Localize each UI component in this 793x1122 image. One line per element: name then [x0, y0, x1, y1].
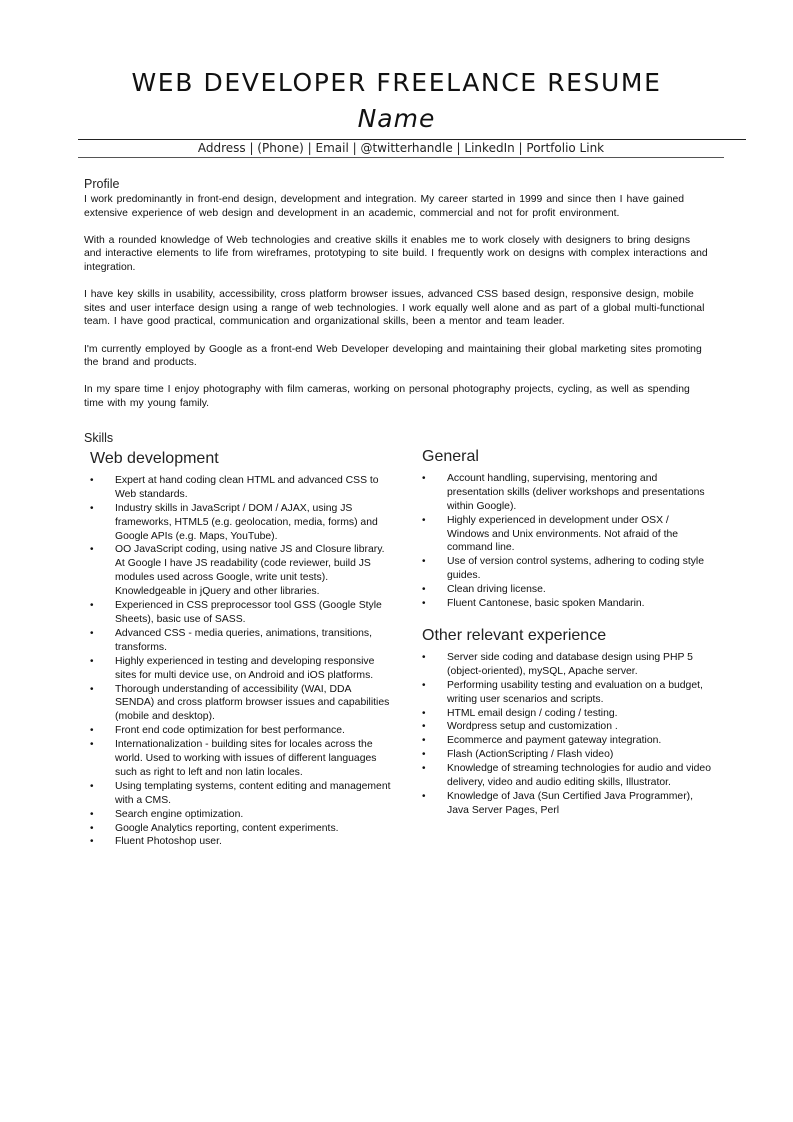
list-item — [422, 555, 712, 583]
profile-paragraph: I work predominantly in front-end design, development and integration. My career started in 1999 and since then I have gained extensive experience of web design and development in an academic, commercial and not for profit environment. — [84, 194, 685, 219]
bullet-icon: • — [422, 514, 426, 526]
bullet-icon: • — [422, 679, 426, 691]
list-item-text: Highly experienced in development under OSX / Windows and Unix environments. Not afraid of the command line. — [447, 514, 679, 554]
list-item — [90, 822, 392, 836]
profile-heading: Profile — [84, 177, 120, 191]
skills-heading: Skills — [84, 431, 114, 445]
list-item — [422, 707, 712, 721]
list-item-text: Flash (ActionScripting / Flash video) — [447, 749, 614, 761]
list-item-text: Clean driving license. — [447, 584, 546, 596]
list-item — [90, 835, 392, 849]
general-list — [422, 472, 712, 611]
list-item-text: Expert at hand coding clean HTML and advanced CSS to Web standards. — [115, 474, 379, 500]
list-item — [422, 597, 712, 611]
bullet-icon: • — [90, 725, 94, 737]
list-item-text: Account handling, supervising, mentoring and presentation skills (deliver workshops and presentations within Google). — [447, 472, 705, 512]
bullet-icon: • — [90, 502, 94, 514]
bullet-icon: • — [422, 598, 426, 610]
list-item-text: Ecommerce and payment gateway integration. — [447, 735, 662, 747]
list-item — [90, 683, 392, 725]
bullet-icon: • — [90, 739, 94, 751]
profile-paragraph: I'm currently employed by Google as a front-end Web Developer developing and maintaining their global marketing sites promoting the brand and products. — [84, 343, 702, 369]
profile-section — [84, 193, 710, 424]
list-item — [90, 738, 392, 780]
bullet-icon: • — [422, 651, 426, 663]
bullet-icon: • — [422, 790, 426, 802]
list-item-text: Internationalization - building sites for locales across the world. Used to working with issues of different languages such as right to left and non latin locales. — [115, 739, 377, 778]
general-heading: General — [422, 448, 479, 465]
bullet-icon: • — [90, 474, 94, 486]
list-item — [90, 599, 392, 627]
list-item — [422, 472, 712, 514]
list-item — [422, 720, 712, 734]
bullet-icon: • — [90, 544, 94, 556]
right-skills-column — [422, 450, 712, 818]
list-item — [422, 762, 712, 790]
web-development-heading: Web development — [90, 450, 219, 467]
list-item — [422, 790, 712, 818]
header-bottom-rule — [78, 157, 724, 158]
list-item — [422, 679, 712, 707]
list-item-text: Knowledge of streaming technologies for audio and video delivery, video and audio editing skills, Illustrator. — [447, 763, 711, 789]
bullet-icon: • — [90, 655, 94, 667]
list-item-text: Fluent Cantonese, basic spoken Mandarin. — [447, 598, 645, 610]
bullet-icon: • — [422, 472, 426, 484]
bullet-icon: • — [422, 735, 426, 747]
web-development-list — [90, 474, 392, 849]
list-item — [422, 748, 712, 762]
list-item — [90, 502, 392, 544]
list-item-text: Highly experienced in testing and developing responsive sites for multi device use, on Android and iOS platforms. — [115, 655, 375, 681]
list-item — [90, 780, 392, 808]
list-item-text: Thorough understanding of accessibility (WAI, DDA SENDA) and cross platform browser issues and capabilities (mobile and desktop). — [115, 683, 390, 723]
list-item — [422, 651, 712, 679]
bullet-icon: • — [422, 707, 426, 719]
bullet-icon: • — [90, 683, 94, 695]
list-item-text: Wordpress setup and customization . — [447, 721, 618, 733]
web-development-column — [90, 452, 392, 849]
list-item-text: Fluent Photoshop user. — [115, 836, 222, 848]
list-item-text: Search engine optimization. — [115, 808, 244, 820]
list-item — [90, 724, 392, 738]
bullet-icon: • — [90, 600, 94, 612]
list-item-text: Knowledge of Java (Sun Certified Java Programmer), Java Server Pages, Perl — [447, 790, 694, 816]
bullet-icon: • — [422, 584, 426, 596]
list-item-text: Server side coding and database design using PHP 5 (object-oriented), mySQL, Apache server. — [447, 651, 693, 677]
list-item-text: Use of version control systems, adhering to coding style guides. — [447, 556, 705, 582]
list-item-text: HTML email design / coding / testing. — [447, 707, 618, 719]
list-item — [90, 627, 392, 655]
list-item — [90, 543, 392, 599]
list-item-text: Performing usability testing and evaluation on a budget, writing user scenarios and scripts. — [447, 679, 703, 705]
list-item-text: Google Analytics reporting, content experiments. — [115, 822, 339, 834]
other-experience-list — [422, 651, 712, 818]
list-item-text: OO JavaScript coding, using native JS and Closure library. At Google I have JS readability (code reviewer, build JS modules used across Google, write unit tests). Knowledgeable in jQuery and other libraries. — [115, 544, 385, 598]
list-item-text: Advanced CSS - media queries, animations, transitions, transforms. — [115, 627, 373, 653]
list-item-text: Front end code optimization for best performance. — [115, 725, 345, 737]
bullet-icon: • — [422, 556, 426, 568]
profile-paragraph: I have key skills in usability, accessibility, cross platform browser issues, advanced CSS based design, responsive design, mobile sites and user interface design using a range of web technologies. I work equally well alone and as part of a global multi-functional team. I have good practical, communication and organizational skills, been a mentor and team leader. — [84, 289, 705, 328]
profile-paragraph: With a rounded knowledge of Web technologies and creative skills it enables me to work closely with designers to bring designs and interactive elements to life from wireframes, prototyping to site build. I frequently work on designs with complex interactions and integration. — [84, 234, 708, 273]
bullet-icon: • — [422, 721, 426, 733]
list-item-text: Using templating systems, content editing and management with a CMS. — [115, 780, 391, 806]
other-experience-heading: Other relevant experience — [422, 626, 607, 644]
bullet-icon: • — [90, 808, 94, 820]
bullet-icon: • — [422, 749, 426, 761]
candidate-name: Name — [357, 104, 436, 133]
bullet-icon: • — [90, 780, 94, 792]
resume-title: WEB DEVELOPER FREELANCE RESUME — [131, 68, 662, 97]
list-item-text: Experienced in CSS preprocessor tool GSS (Google Style Sheets), basic use of SASS. — [115, 600, 382, 625]
bullet-icon: • — [422, 763, 426, 775]
list-item-text: Industry skills in JavaScript / DOM / AJAX, using JS frameworks, HTML5 (e.g. geolocation, media, forms) and Google APIs (e.g. Maps, YouTube). — [115, 502, 378, 542]
list-item — [90, 655, 392, 683]
contact-line: Address | (Phone) | Email | @twitterhandle | LinkedIn | Portfolio Link — [197, 141, 605, 155]
bullet-icon: • — [90, 627, 94, 639]
bullet-icon: • — [90, 822, 94, 834]
list-item — [422, 583, 712, 597]
profile-paragraph: In my spare time I enjoy photography with film cameras, working on personal photography projects, cycling, as well as spending time with my young family. — [84, 384, 690, 409]
list-item — [90, 808, 392, 822]
list-item — [90, 474, 392, 502]
list-item — [422, 514, 712, 556]
bullet-icon: • — [90, 836, 94, 848]
list-item — [422, 734, 712, 748]
